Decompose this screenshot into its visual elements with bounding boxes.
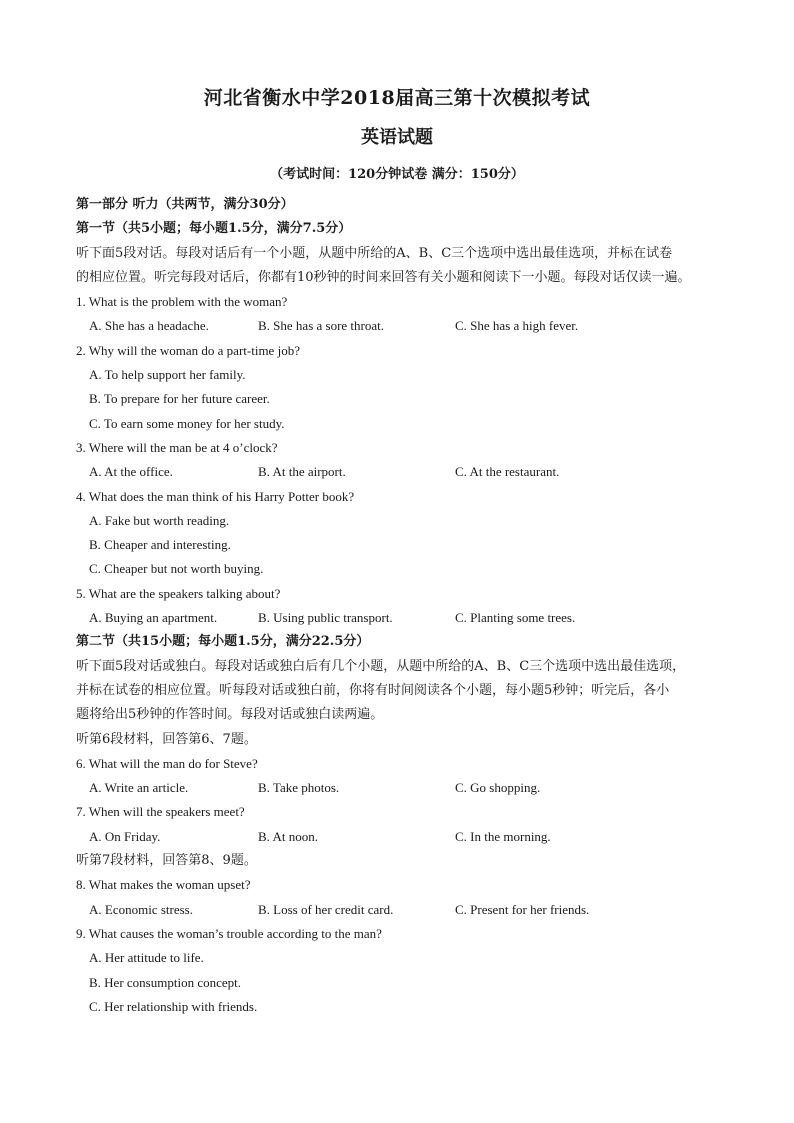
option-c: C. At the restaurant. xyxy=(455,464,560,480)
section2-instructions-line3: 题将给出5秒钟的作答时间。每段对话或独白读两遍。 xyxy=(76,707,384,723)
option-b: B. Loss of her credit card. xyxy=(258,901,394,917)
question-4: 4. What does the man think of his Harry Potter book? xyxy=(76,488,355,504)
question-2: 2. Why will the woman do a part-time job? xyxy=(76,342,300,358)
option-c: C. Present for her friends. xyxy=(455,901,590,917)
section1-heading: 第一节（共5小题；每小题1.5分，满分7.5分） xyxy=(76,221,352,237)
option-a: A. She has a headache. xyxy=(89,318,209,334)
material-7-note: 听第7段材料，回答第8、9题。 xyxy=(76,853,257,869)
option-b: B. Cheaper and interesting. xyxy=(89,537,231,553)
option-b: B. At the airport. xyxy=(258,464,346,480)
option-b: B. She has a sore throat. xyxy=(258,318,385,334)
option-b: B. At noon. xyxy=(258,828,318,844)
option-b: B. Her consumption concept. xyxy=(89,974,241,990)
section1-instructions-line1: 听下面5段对话。每段对话后有一个小题，从题中所给的A、B、C三个选项中选出最佳选项，并标在试卷 xyxy=(76,245,673,261)
option-a: A. Fake but worth reading. xyxy=(89,512,230,528)
option-c: C. To earn some money for her study. xyxy=(89,415,285,431)
material-6-note: 听第6段材料，回答第6、7题。 xyxy=(76,731,257,747)
exam-info: （考试时间：120分钟试卷 满分：150分） xyxy=(270,167,524,182)
option-a: A. At the office. xyxy=(89,464,173,480)
part1-heading: 第一部分 听力（共两节，满分30分） xyxy=(76,197,294,212)
option-c: C. Go shopping. xyxy=(455,780,541,796)
question-5-options xyxy=(76,606,726,630)
section1-instructions-line2: 的相应位置。听完每段对话后，你都有10秒钟的时间来回答有关小题和阅读下一小题。每段对话仅读一遍。 xyxy=(76,269,691,285)
question-6: 6. What will the man do for Steve? xyxy=(76,755,258,771)
question-7: 7. When will the speakers meet? xyxy=(76,804,245,820)
question-9: 9. What causes the woman’s trouble according to the man? xyxy=(76,925,382,941)
option-a: A. Write an article. xyxy=(89,780,189,796)
section2-instructions-line1: 听下面5段对话或独白。每段对话或独白后有几个小题，从题中所给的A、B、C三个选项中选出最佳选项， xyxy=(76,658,686,674)
option-a: A. Economic stress. xyxy=(89,901,193,917)
question-1: 1. What is the problem with the woman? xyxy=(76,294,288,310)
section2-heading: 第二节（共15小题；每小题1.5分，满分22.5分） xyxy=(76,634,370,650)
option-c: C. She has a high fever. xyxy=(455,318,579,334)
question-6-options xyxy=(76,776,726,800)
option-a: A. Her attitude to life. xyxy=(89,950,204,966)
option-b: B. Take photos. xyxy=(258,780,340,796)
option-b: B. Using public transport. xyxy=(258,610,393,626)
option-c: C. Planting some trees. xyxy=(455,610,576,626)
option-b: B. To prepare for her future career. xyxy=(89,391,270,407)
exam-subtitle: 英语试题 xyxy=(361,127,433,148)
question-8-options xyxy=(76,898,726,922)
exam-title: 河北省衡水中学2018届高三第十次模拟考试 xyxy=(203,87,591,109)
question-3: 3. Where will the man be at 4 o’clock? xyxy=(76,439,278,455)
question-8: 8. What makes the woman upset? xyxy=(76,877,251,893)
option-a: A. To help support her family. xyxy=(89,367,246,383)
option-c: C. Her relationship with friends. xyxy=(89,998,258,1014)
question-1-options xyxy=(76,314,726,338)
option-a: A. On Friday. xyxy=(89,828,161,844)
exam-content xyxy=(76,193,726,1019)
question-5: 5. What are the speakers talking about? xyxy=(76,585,281,601)
question-3-options xyxy=(76,460,726,484)
option-a: A. Buying an apartment. xyxy=(89,610,218,626)
option-c: C. In the morning. xyxy=(455,828,551,844)
option-c: C. Cheaper but not worth buying. xyxy=(89,561,264,577)
question-7-options xyxy=(76,825,726,849)
section2-instructions-line2: 并标在试卷的相应位置。听每段对话或独白前，你将有时间阅读各个小题，每小题5秒钟；听完后，各小 xyxy=(76,682,670,698)
